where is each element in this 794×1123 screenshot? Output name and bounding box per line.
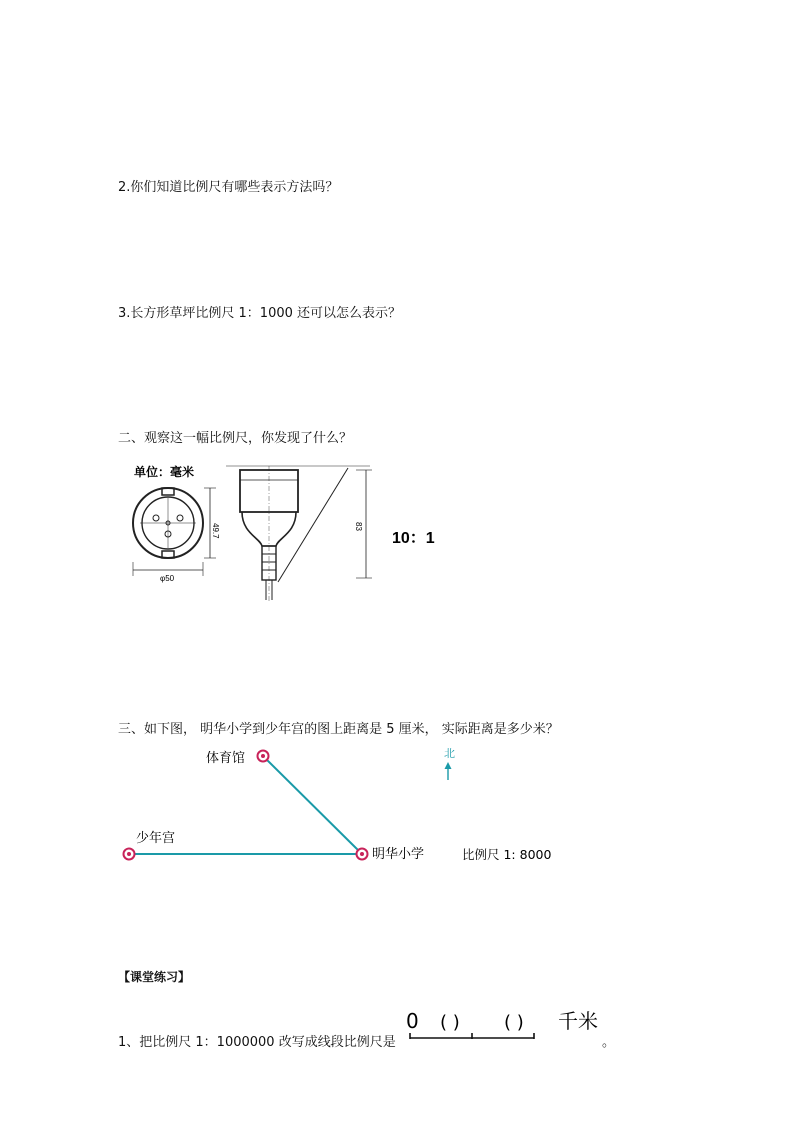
socket-drawing xyxy=(120,458,450,608)
segment-scale-bar xyxy=(400,1000,620,1050)
north-arrow-icon xyxy=(445,762,452,780)
label-school: 明华小学 xyxy=(372,847,425,862)
map-scale: 比例尺 1: 8000 xyxy=(462,847,552,862)
dim-diameter: φ50 xyxy=(160,574,175,583)
marker-school xyxy=(357,849,368,860)
bar-blank-2: ( ) xyxy=(504,1012,524,1033)
unit-label: 单位：毫米 xyxy=(134,465,195,479)
practice-header: 【课堂练习】 xyxy=(118,970,191,984)
scale-ratio: 10：1 xyxy=(392,530,435,547)
question-2: 2.你们知道比例尺有哪些表示方法吗？ xyxy=(118,180,339,195)
bar-blank-1: ( ) xyxy=(440,1012,460,1033)
practice-question-1-end: 。 xyxy=(602,1035,616,1050)
marker-youth-palace xyxy=(124,849,135,860)
practice-question-1: 1、把比例尺 1：1000000 改写成线段比例尺是 xyxy=(118,1035,396,1050)
north-label: 北 xyxy=(444,747,455,760)
route-map xyxy=(100,740,580,880)
label-gym: 体育馆 xyxy=(206,751,246,766)
section-3-title: 三、如下图， 明华小学到少年宫的图上距离是 5 厘米， 实际距离是多少米？ xyxy=(118,722,559,737)
label-youth-palace: 少年宫 xyxy=(136,831,176,846)
bar-zero: 0 xyxy=(406,1009,419,1033)
dim-total: 83 xyxy=(354,522,363,531)
socket-top-view xyxy=(133,488,216,576)
dim-height: 49.7 xyxy=(211,523,220,539)
socket-side-view xyxy=(226,466,372,603)
route-gym-school xyxy=(263,756,362,854)
bar-unit: 千米 xyxy=(558,1009,598,1033)
section-2-title: 二、观察这一幅比例尺，你发现了什么？ xyxy=(118,431,353,446)
marker-gym xyxy=(258,751,269,762)
scale-bar-line xyxy=(410,1033,534,1039)
question-3: 3.长方形草坪比例尺 1：1000 还可以怎么表示？ xyxy=(118,306,402,321)
